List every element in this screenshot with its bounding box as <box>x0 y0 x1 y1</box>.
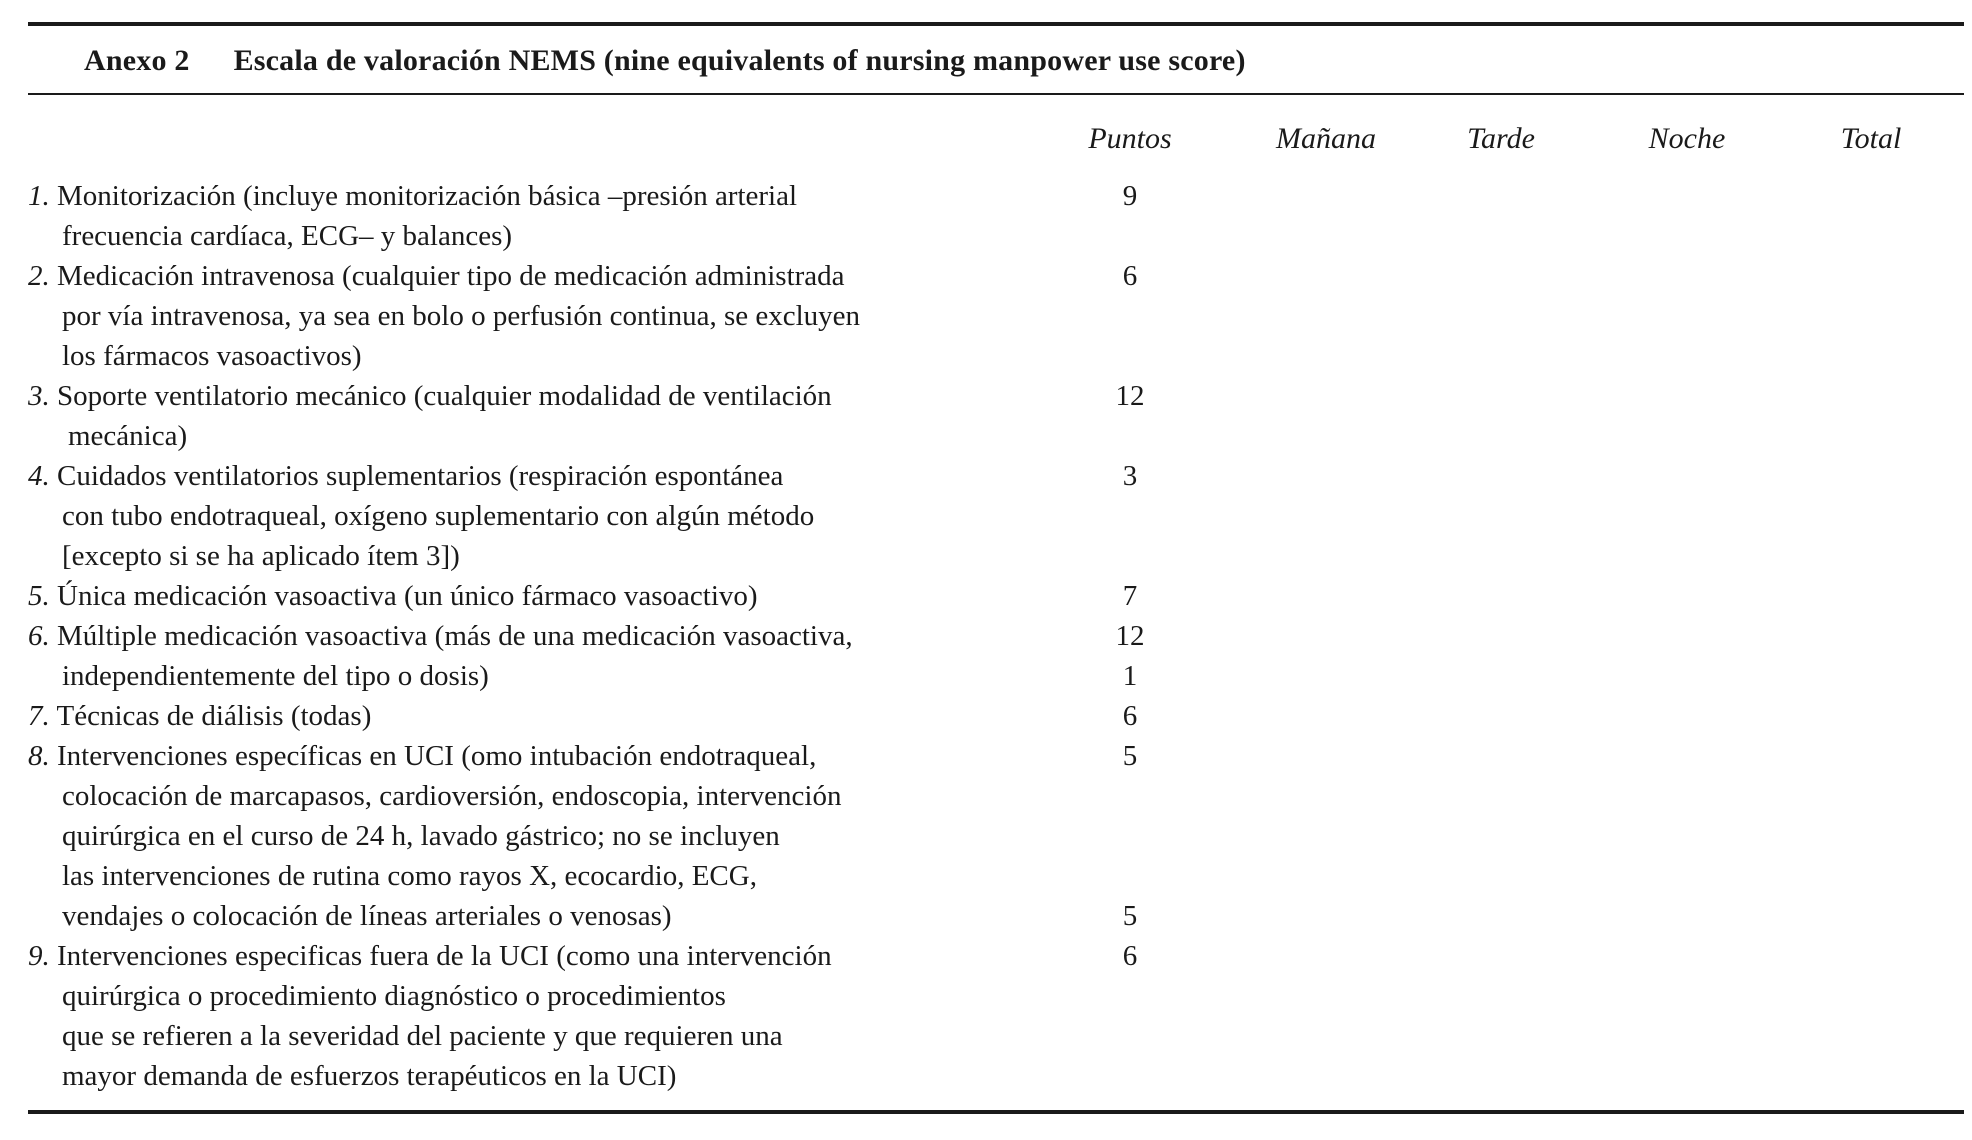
points-value: 6 <box>1122 260 1138 292</box>
item-6-line-1 <box>28 616 853 656</box>
points-value: 3 <box>1122 460 1138 492</box>
col-header-puntos: Puntos <box>1088 122 1172 155</box>
item-text: Intervenciones específicas en UCI (omo intubación endotraqueal, <box>57 740 817 772</box>
item-number: 7. <box>28 700 50 732</box>
item-number: 8. <box>28 740 50 772</box>
item-number: 3. <box>28 380 50 412</box>
item-1-line-2: frecuencia cardíaca, ECG– y balances) <box>62 220 513 252</box>
item-7-line-1 <box>28 696 371 736</box>
item-text: Cuidados ventilatorios suplementarios (respiración espontánea <box>57 460 784 492</box>
col-header-noche: Noche <box>1648 122 1726 155</box>
points-value: 6 <box>1122 940 1138 972</box>
item-9-line-3: que se refieren a la severidad del paciente y que requieren una <box>62 1020 783 1052</box>
item-6-line-2: independientemente del tipo o dosis) <box>62 660 489 692</box>
item-5-line-1 <box>28 576 758 616</box>
item-3-line-2: mecánica) <box>68 420 188 452</box>
points-value: 9 <box>1122 180 1138 212</box>
item-text: Múltiple medicación vasoactiva (más de una medicación vasoactiva, <box>57 620 853 652</box>
col-header-tarde: Tarde <box>1467 122 1535 155</box>
points-value: 5 <box>1122 900 1138 932</box>
item-9-line-4: mayor demanda de esfuerzos terapéuticos en la UCI) <box>62 1060 677 1092</box>
bottom-rule <box>28 1110 1964 1114</box>
col-header-total: Total <box>1840 122 1902 155</box>
item-text: Medicación intravenosa (cualquier tipo de medicación administrada <box>57 260 845 292</box>
table-title <box>84 44 1246 78</box>
points-value: 12 <box>1115 620 1145 652</box>
points-value: 6 <box>1122 700 1138 732</box>
header-rule <box>28 93 1964 95</box>
item-text: Única medicación vasoactiva (un único fármaco vasoactivo) <box>57 580 758 612</box>
item-8-line-1 <box>28 736 816 776</box>
item-9-line-2: quirúrgica o procedimiento diagnóstico o procedimientos <box>62 980 726 1012</box>
item-2-line-1 <box>28 256 845 296</box>
item-text: Soporte ventilatorio mecánico (cualquier modalidad de ventilación <box>57 380 832 412</box>
item-number: 2. <box>28 260 50 292</box>
points-value: 1 <box>1122 660 1138 692</box>
points-value: 5 <box>1122 740 1138 772</box>
item-2-line-2: por vía intravenosa, ya sea en bolo o perfusión continua, se excluyen <box>62 300 861 332</box>
item-text: Intervenciones especificas fuera de la UCI (como una intervención <box>57 940 832 972</box>
title-label: Anexo 2 <box>84 44 190 77</box>
points-value: 12 <box>1115 380 1145 412</box>
item-2-line-3: los fármacos vasoactivos) <box>62 340 362 372</box>
item-8-line-4: las intervenciones de rutina como rayos X, ecocardio, ECG, <box>62 860 757 892</box>
item-number: 6. <box>28 620 50 652</box>
top-rule <box>28 22 1964 26</box>
item-number: 1. <box>28 180 50 212</box>
item-4-line-2: con tubo endotraqueal, oxígeno suplementario con algún método <box>62 500 815 532</box>
item-1-line-1 <box>28 176 797 216</box>
col-header-manana: Mañana <box>1276 122 1376 155</box>
item-8-line-5: vendajes o colocación de líneas arteriales o venosas) <box>62 900 672 932</box>
item-3-line-1 <box>28 376 832 416</box>
item-8-line-2: colocación de marcapasos, cardioversión, endoscopia, intervención <box>62 780 842 812</box>
item-text: Técnicas de diálisis (todas) <box>56 700 372 732</box>
item-text: Monitorización (incluye monitorización básica –presión arterial <box>57 180 798 212</box>
item-4-line-3: [excepto si se ha aplicado ítem 3]) <box>62 540 460 572</box>
item-number: 5. <box>28 580 50 612</box>
item-9-line-1 <box>28 936 832 976</box>
item-8-line-3: quirúrgica en el curso de 24 h, lavado gástrico; no se incluyen <box>62 820 780 852</box>
points-value: 7 <box>1122 580 1138 612</box>
item-4-line-1 <box>28 456 783 496</box>
title-text: Escala de valoración NEMS (nine equivalents of nursing manpower use score) <box>233 44 1246 77</box>
item-number: 9. <box>28 940 50 972</box>
item-number: 4. <box>28 460 50 492</box>
